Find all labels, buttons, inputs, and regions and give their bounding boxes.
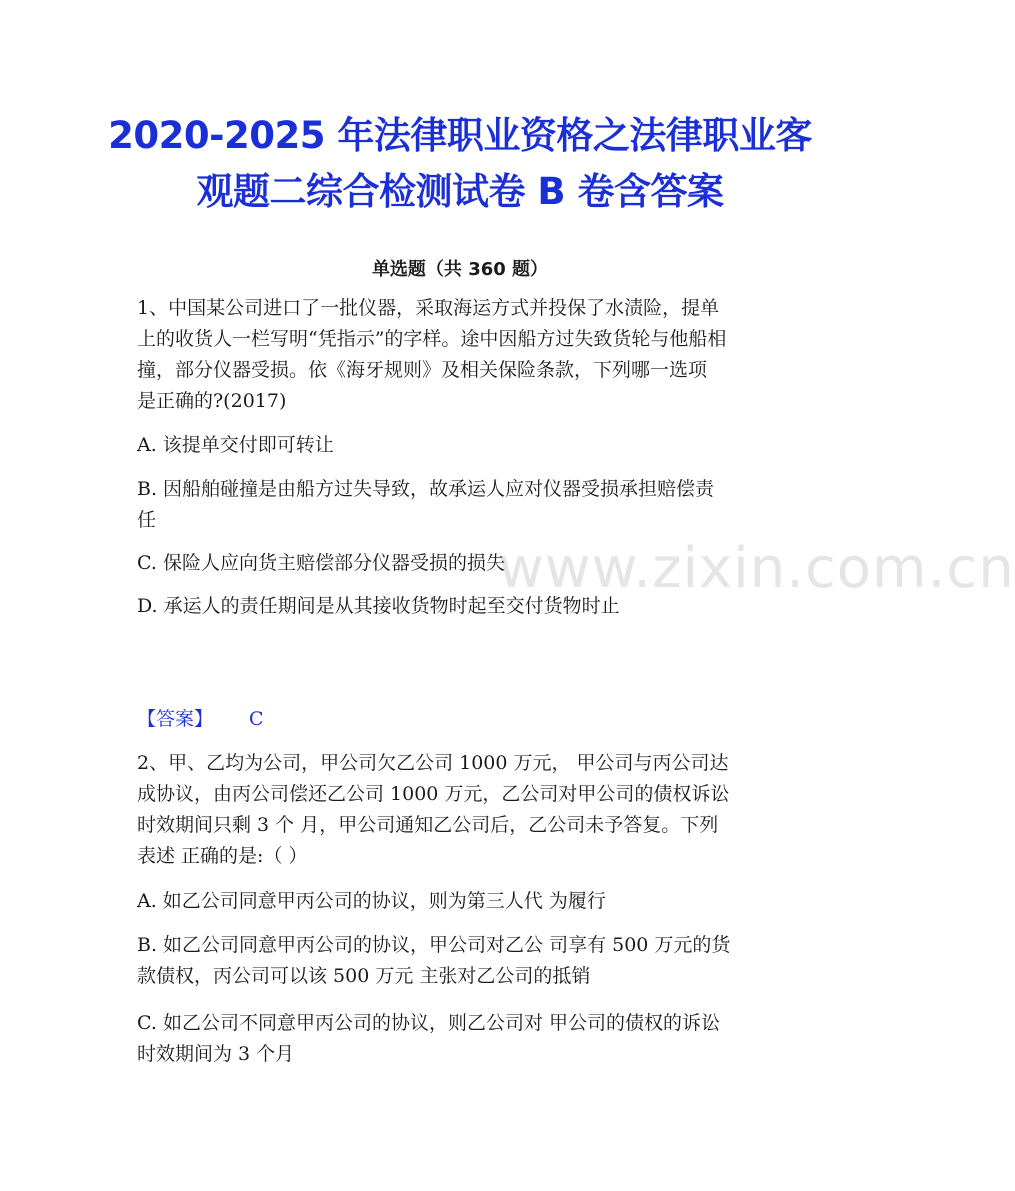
question-2-line: 表述 正确的是:（ ） bbox=[137, 845, 308, 867]
question-1-answer bbox=[137, 704, 264, 735]
option-b-line: B. 因船舶碰撞是由船方过失导致，故承运人应对仪器受损承担赔偿责 bbox=[137, 478, 715, 500]
title-line-1: 2020-2025 年法律职业资格之法律职业客 bbox=[108, 114, 812, 157]
question-2-option-c bbox=[137, 1008, 797, 1070]
question-2-line: 2、甲、乙均为公司，甲公司欠乙公司 1000 万元， 甲公司与丙公司达 bbox=[137, 752, 729, 774]
option-b-line: B. 如乙公司同意甲丙公司的协议，甲公司对乙公 司享有 500 万元的货 bbox=[137, 934, 731, 956]
question-1-option-c: C. 保险人应向货主赔偿部分仪器受损的损失 bbox=[137, 552, 505, 574]
answer-value: C bbox=[249, 708, 264, 730]
answer-label: 【答案】 bbox=[137, 708, 214, 730]
question-1-line: 是正确的?(2017) bbox=[137, 390, 287, 412]
title-line-2: 观题二综合检测试卷 B 卷含答案 bbox=[196, 170, 724, 213]
question-1-option-d: D. 承运人的责任期间是从其接收货物时起至交付货物时止 bbox=[137, 595, 620, 617]
watermark: www.zixin.com.cn bbox=[498, 536, 1015, 601]
question-1-stem bbox=[137, 293, 797, 417]
option-b-line: 款债权，丙公司可以该 500 万元 主张对乙公司的抵销 bbox=[137, 965, 591, 987]
question-1-option-a: A. 该提单交付即可转让 bbox=[137, 434, 334, 456]
question-2-stem bbox=[137, 748, 797, 872]
document-title bbox=[60, 108, 860, 220]
option-c-line: 时效期间为 3 个月 bbox=[137, 1043, 295, 1065]
option-c-line: C. 如乙公司不同意甲丙公司的协议，则乙公司对 甲公司的债权的诉讼 bbox=[137, 1012, 720, 1034]
question-1-line: 1、中国某公司进口了一批仪器，采取海运方式并投保了水渍险，提单 bbox=[137, 297, 720, 319]
question-1-line: 撞，部分仪器受损。依《海牙规则》及相关保险条款，下列哪一选项 bbox=[137, 359, 708, 381]
question-2-option-b bbox=[137, 930, 797, 992]
option-b-line: 任 bbox=[137, 509, 157, 531]
question-2-line: 时效期间只剩 3 个 月，甲公司通知乙公司后，乙公司未予答复。下列 bbox=[137, 814, 719, 836]
question-1-option-b bbox=[137, 474, 797, 536]
question-1-line: 上的收货人一栏写明“凭指示”的字样。途中因船方过失致货轮与他船相 bbox=[137, 328, 727, 350]
question-2-line: 成协议，由丙公司偿还乙公司 1000 万元，乙公司对甲公司的债权诉讼 bbox=[137, 783, 730, 805]
question-2-option-a: A. 如乙公司同意甲丙公司的协议，则为第三人代 为履行 bbox=[137, 890, 606, 912]
section-header: 单选题（共 360 题） bbox=[371, 259, 549, 280]
